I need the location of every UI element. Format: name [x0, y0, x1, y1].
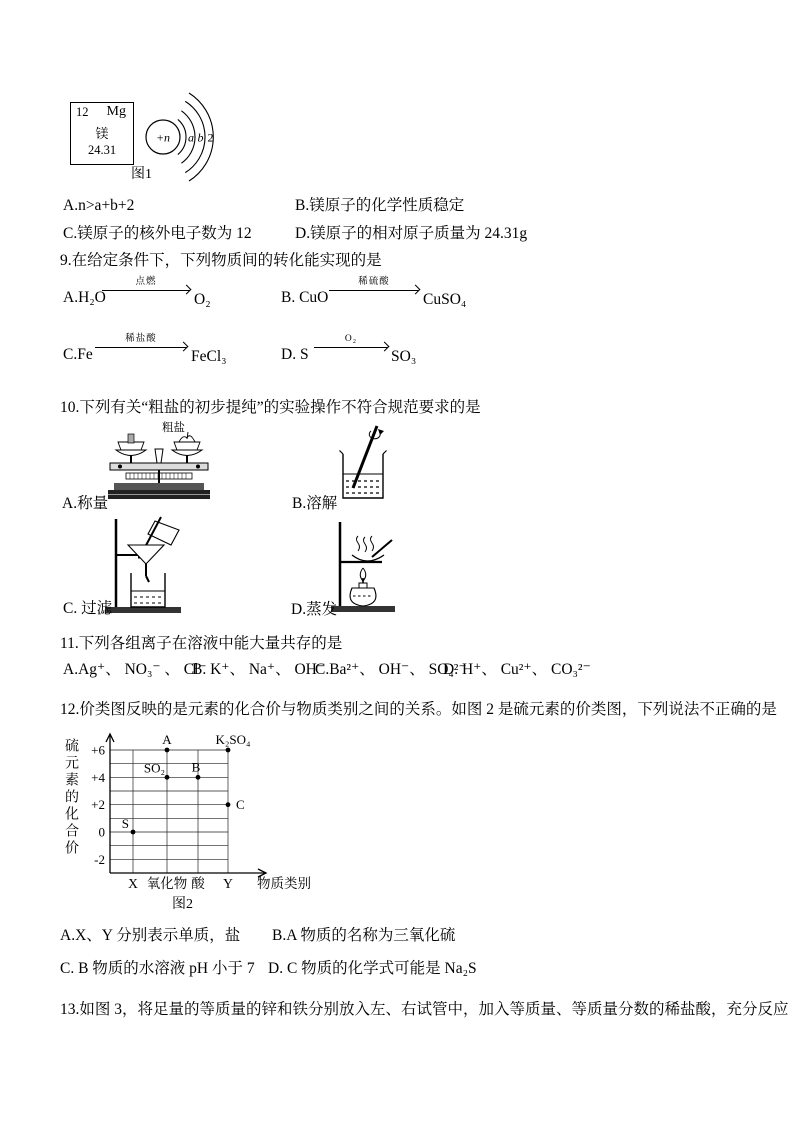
- chart-point-label: K₂SO₄: [215, 732, 251, 747]
- q9c-product: FeCl₃: [191, 348, 227, 365]
- y-tick-label: -2: [94, 851, 105, 867]
- y-tick-label: +6: [91, 742, 105, 758]
- q12-option-c: C. B 物质的水溶液 pH 小于 7: [60, 960, 255, 977]
- q9d-product: SO₃: [391, 348, 417, 365]
- x-category-label: X: [128, 876, 138, 891]
- shell-b-count: b: [197, 130, 204, 145]
- atomic-mass: 24.31: [87, 143, 117, 157]
- x-category-label: Y: [223, 876, 233, 891]
- chart-point: [226, 802, 231, 807]
- element-symbol: Mg: [106, 104, 126, 119]
- nucleus-label: +n: [155, 130, 171, 145]
- q9a-reactant: A.H₂O: [63, 289, 106, 306]
- x-axis-title: 物质类别: [257, 876, 311, 891]
- q12-option-b: B.A 物质的名称为三氧化硫: [272, 927, 456, 944]
- atomic-number: 12: [76, 105, 89, 119]
- q9b-reaction-arrow: [329, 277, 419, 291]
- q12-stem: 12.价类图反映的是元素的化合价与物质类别之间的关系。如图 2 是硫元素的价类图，下列说法不正确的是: [60, 701, 777, 718]
- q9b-product: CuSO₄: [423, 291, 467, 308]
- q9c-reactant: C.Fe: [63, 346, 93, 363]
- chart-point-label: SO₂: [143, 760, 165, 776]
- q12-option-d: D. C 物质的化学式可能是 Na₂S: [268, 960, 477, 977]
- q10-caption-a: A.称量: [62, 495, 109, 512]
- y-tick-label: +2: [91, 797, 105, 813]
- q11-option-a: A.Ag⁺、 NO₃⁻ 、 Cl⁻: [63, 661, 207, 678]
- chart-point-label: S: [121, 816, 129, 831]
- q8-option-b: B.镁原子的化学性质稳定: [295, 197, 465, 214]
- figure2-caption: 图2: [172, 897, 193, 912]
- q9b-reactant: B. CuO: [281, 289, 329, 306]
- chart-y-axis-title: 硫元素的化合价: [63, 738, 78, 857]
- filtration-figure: [103, 517, 191, 615]
- q11-option-b: B. K⁺、 Na⁺、 OH⁻: [192, 661, 326, 678]
- q9c-condition: 稀盐酸: [125, 334, 157, 344]
- dissolving-beaker-figure: [337, 424, 389, 508]
- q11-option-c: C.Ba²⁺、 OH⁻、 SO₄²⁻: [315, 661, 467, 678]
- evaporation-figure: [330, 520, 400, 613]
- q10-caption-b: B.溶解: [292, 495, 338, 512]
- q9d-reactant: D. S: [281, 346, 309, 363]
- element-name: 镁: [95, 126, 109, 141]
- q9d-reaction-arrow: [314, 334, 388, 348]
- coarse-salt-label: 粗盐: [162, 422, 185, 434]
- valence-category-chart: [60, 727, 315, 895]
- q9a-product: O₂: [194, 291, 211, 308]
- chart-point-label: C: [236, 797, 245, 813]
- chart-point-label: B: [191, 759, 201, 775]
- q12-option-a: A.X、Y 分别表示单质，盐: [60, 927, 241, 944]
- figure1-caption: 图1: [131, 167, 152, 182]
- x-category-label: 氧化物: [146, 876, 188, 891]
- y-tick-label: +4: [91, 769, 105, 785]
- chart-point: [165, 748, 170, 753]
- q8-option-c: C.镁原子的核外电子数为 12: [63, 225, 252, 242]
- q9a-condition: 点燃: [135, 277, 157, 287]
- q10-caption-d: D.蒸发: [291, 601, 338, 618]
- balance-weighing-figure: [100, 421, 218, 509]
- chart-point: [131, 830, 136, 835]
- q9-stem: 9.在给定条件下，下列物质间的转化能实现的是: [60, 252, 382, 269]
- chart-point-label: A: [162, 732, 172, 747]
- q11-option-d: D. H⁺、 Cu²⁺、 CO₃²⁻: [443, 661, 591, 678]
- q10-stem: 10.下列有关“粗盐的初步提纯”的实验操作不符合规范要求的是: [60, 399, 481, 416]
- mg-element-box: [70, 102, 134, 165]
- q11-stem: 11.下列各组离子在溶液中能大量共存的是: [60, 635, 343, 652]
- q9a-reaction-arrow: [102, 277, 190, 291]
- q8-option-a: A.n>a+b+2: [63, 197, 135, 214]
- chart-point: [165, 775, 170, 780]
- shell-c-count: 2: [207, 130, 214, 145]
- chart-point: [196, 775, 201, 780]
- q9b-condition: 稀硫酸: [358, 277, 390, 287]
- y-tick-label: 0: [98, 824, 105, 840]
- shell-a-count: a: [188, 130, 194, 145]
- q9c-reaction-arrow: [95, 334, 187, 348]
- chart-point: [226, 748, 231, 753]
- q13-stem: 13.如图 3，将足量的等质量的锌和铁分别放入左、右试管中，加入等质量、等质量分数的稀盐酸，充分反应: [60, 1001, 789, 1018]
- q10-caption-c: C. 过滤: [63, 600, 113, 617]
- q9d-condition: O₂: [344, 334, 358, 344]
- q8-option-d: D.镁原子的相对原子质量为 24.31g: [295, 225, 528, 242]
- x-category-label: 酸: [191, 876, 205, 891]
